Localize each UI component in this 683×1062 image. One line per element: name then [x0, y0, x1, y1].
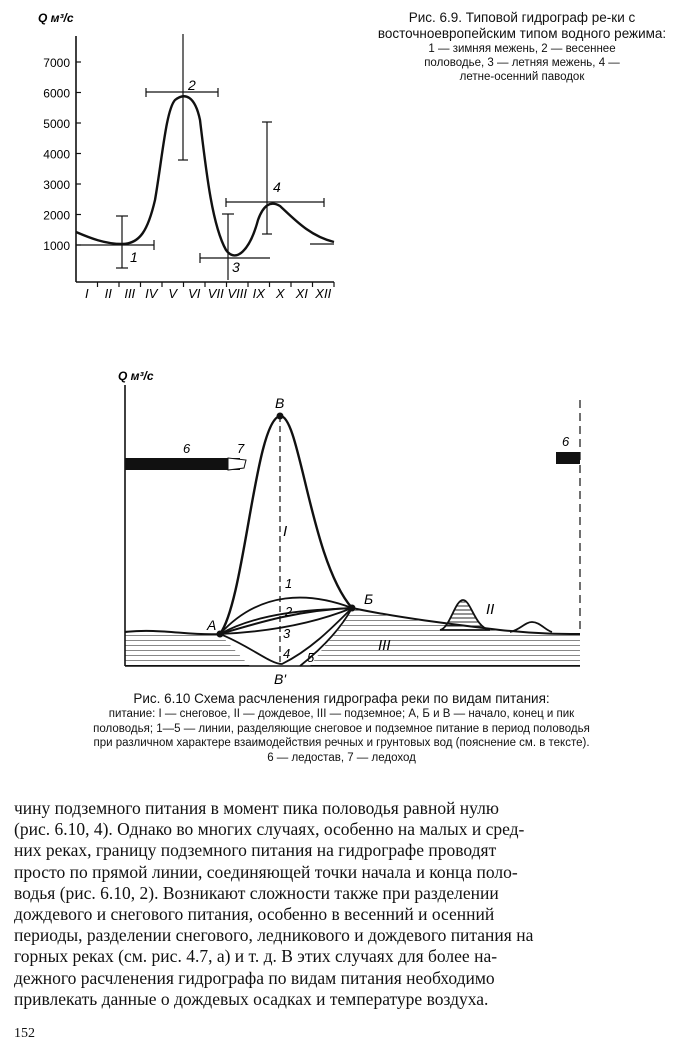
body-line: дождевого и снегового питания, особенно в весенний и осенний — [14, 904, 495, 925]
fig2-label-v-prime: B' — [274, 671, 287, 687]
fig1-y-tick-label: 7000 — [43, 56, 70, 70]
body-text — [14, 798, 682, 1010]
fig2-groundwater-zone — [125, 631, 250, 666]
fig2-label-v: B — [275, 395, 285, 411]
fig1-label-4: 4 — [273, 179, 281, 195]
fig1-month-label: V — [168, 286, 178, 301]
fig1-month-label: IX — [252, 286, 265, 301]
fig2-rain-flood — [440, 600, 490, 630]
fig1-month-label: VI — [188, 286, 201, 301]
fig2-ice-cover-right — [556, 452, 580, 464]
fig2-caption-line: при различном характере взаимодействия речных и грунтовых вод (пояснение см. в тексте). — [93, 737, 590, 749]
fig1-y-tick-label: 3000 — [43, 178, 70, 192]
fig2-ice-drift — [228, 458, 246, 470]
body-line: чину подземного питания в момент пика половодья равной нулю — [14, 798, 499, 818]
fig2-caption — [0, 690, 683, 765]
body-line: просто по прямой линии, соединяющей точки начала и конца поло- — [14, 861, 518, 882]
body-line: (рис. 6.10, 4). Однако во многих случаях, особенно на малых и сред- — [14, 819, 525, 840]
fig1-y-tick-label: 6000 — [43, 86, 70, 101]
body-line: периоды, разделении снегового, ледникового и дождевого питания на — [14, 925, 534, 946]
body-line: водья (рис. 6.10, 2). Возникают сложности также при разделении — [14, 882, 499, 903]
fig2-point-a — [217, 631, 224, 638]
fig1-label-3: 3 — [232, 259, 240, 275]
fig1-caption-line: половодье, 3 — летняя межень, 4 — — [424, 57, 620, 69]
fig2-line-label-5: 5 — [307, 650, 315, 665]
fig2-label-b: Б — [364, 591, 374, 607]
fig1-month-label: XI — [295, 286, 308, 301]
fig1-y-tick-label: 2000 — [43, 208, 70, 223]
fig1-caption-line: летне-осенний паводок — [459, 71, 585, 83]
fig2-point-v — [277, 413, 284, 420]
fig2-y-axis-label: Q м³/с — [118, 369, 154, 383]
body-line: горных реках (см. рис. 4.7, а) и т. д. В этих случаях для более на- — [14, 946, 498, 967]
body-line: них реках, границу подземного питания на гидрографе проводят — [14, 840, 497, 861]
fig1-y-tick-label: 1000 — [43, 239, 70, 253]
fig1-y-tick-label: 4000 — [43, 147, 70, 162]
fig2-zone-label-i: I — [283, 523, 288, 540]
fig2-zone-label-ii: II — [486, 601, 495, 618]
fig1-y-axis-label: Q м³/с — [38, 11, 74, 25]
fig1-label-1: 1 — [130, 249, 138, 265]
fig1-month-label: IV — [145, 286, 158, 301]
fig1-month-label: X — [275, 286, 285, 301]
fig1-month-label: VIII — [227, 286, 248, 301]
fig2-caption-title: Рис. 6.10 Схема расчленения гидрографа реки по видам питания: — [133, 691, 550, 706]
fig1-y-tick-label: 5000 — [43, 117, 70, 131]
fig1-month-label: III — [124, 286, 136, 301]
fig2-line-label-2: 2 — [285, 604, 293, 619]
fig2-zone-label-iii: III — [378, 637, 391, 654]
fig2-ice-label-drift: 7 — [237, 441, 245, 456]
fig2-caption-line: питание: I — снеговое, II — дождевое, III — подземное; А, Б и В — начало, конец и пик — [108, 708, 575, 720]
fig1-month-label: I — [84, 286, 89, 301]
fig2-label-a: A — [207, 617, 217, 633]
fig2-ice-label-right: 6 — [562, 434, 570, 449]
body-line: привлекать данные о дождевых осадках и температуре воздуха. — [14, 988, 489, 1009]
fig2-ice-label-left: 6 — [183, 441, 191, 456]
fig2-line-label-3: 3 — [283, 626, 291, 641]
fig1-caption-title: Рис. 6.9. Типовой гидрограф ре-ки с восточноевропейским типом водного режима: — [377, 10, 667, 41]
body-line: дежного расчленения гидрографа по видам питания необходимо — [14, 967, 495, 988]
fig2-point-b — [349, 605, 356, 612]
fig2-rain-flood-small — [510, 622, 552, 632]
fig1-month-label: VII — [207, 286, 224, 301]
fig1-label-2: 2 — [188, 77, 196, 93]
fig2-caption-line: 6 — ледостав, 7 — ледоход — [267, 751, 416, 764]
fig2-caption-line: половодья; 1—5 — линии, разделяющие снеговое и подземное питание в период половодья — [93, 722, 590, 735]
fig2-groundwater-zone-right — [310, 608, 580, 666]
fig2-line-label-4: 4 — [283, 646, 291, 661]
fig1-month-label: XII — [315, 286, 332, 301]
fig1-caption-line: 1 — зимняя межень, 2 — весеннее — [428, 43, 616, 55]
fig1-month-label: II — [104, 286, 112, 301]
page-number: 152 — [14, 1026, 35, 1041]
fig2-line-label-1: 1 — [285, 576, 293, 591]
fig2-ice-cover-left — [125, 458, 240, 470]
